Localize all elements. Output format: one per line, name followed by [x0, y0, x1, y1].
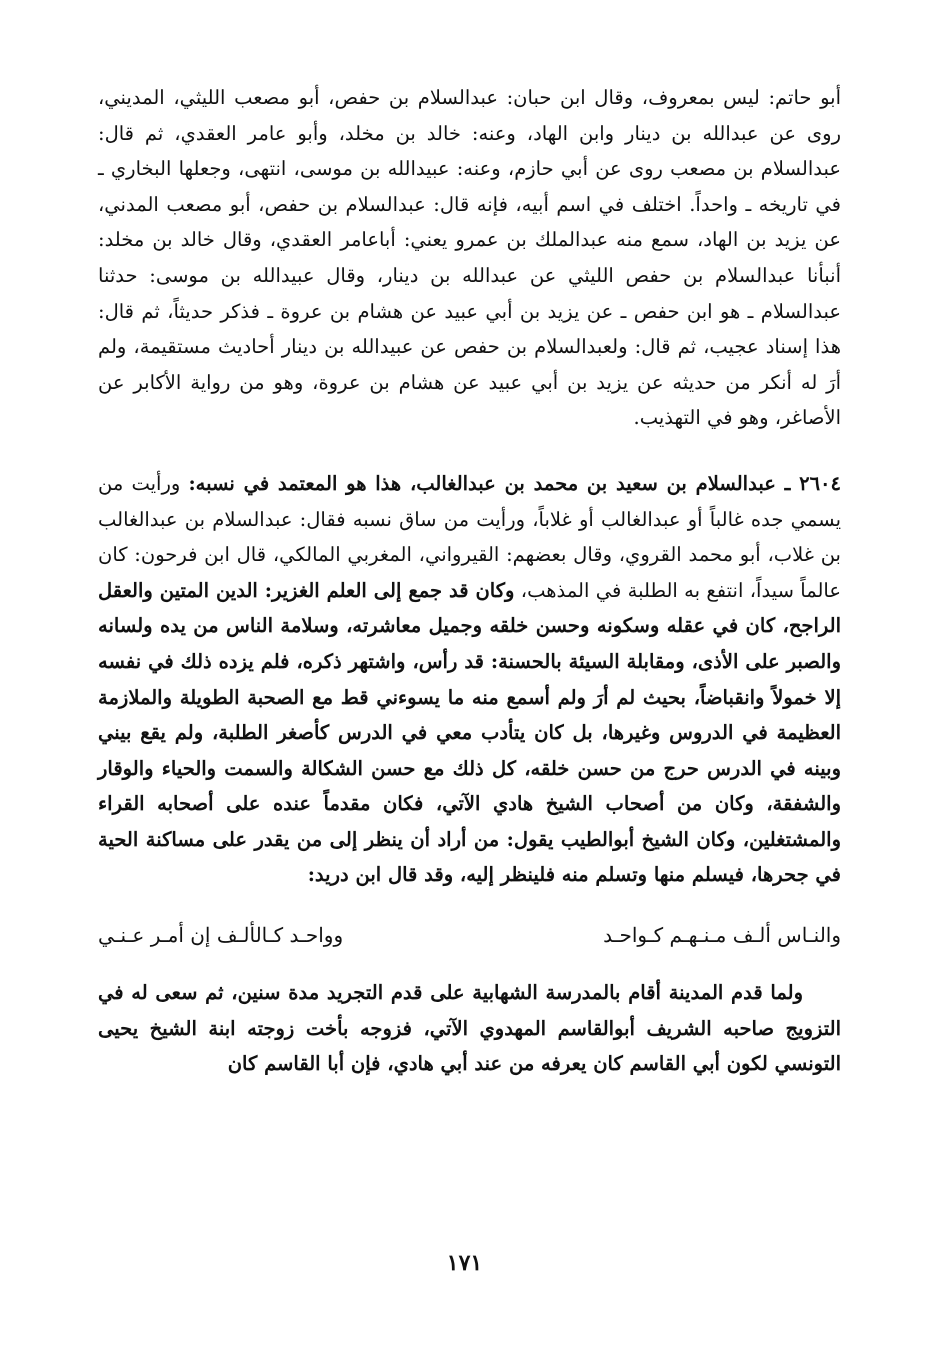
poem-second-hemistich: وواحـد كـالألـف إن أمـر عـنـي	[98, 923, 344, 948]
paragraph-final: ولما قدم المدينة أقام بالمدرسة الشهابية على قدم التجريد مدة سنين، ثم سعى له في التزويج صاحبه الشريف أبوالقاسم المهدوي الآتي، فزوجه بأخت زوجته ابنة الشيخ يحيى التونسي لكون أبي القاسم كان يعرفه من عند أبي هادي، فإن أبا القاسم كان	[98, 981, 841, 1076]
biography-entry-2604	[98, 466, 841, 893]
entry-heading: ٢٦٠٤ ـ عبدالسلام بن سعيد بن محمد بن عبدالغالب، هذا هو المعتمد في نسبه:	[188, 471, 841, 495]
entry-text: ورأيت من يسمي جده غالباً أو عبدالغالب أو غلاباً، ورأيت من ساق نسبه فقال: عبدالسلام بن عبدالغالب بن غلاب، أبو محمد القروي، وقال بعضهم: القيرواني، المغربي المالكي، قال ابن فرحون: كان عالماً سيداً، انتفع به الطلبة في المذهب،	[98, 471, 841, 602]
paragraph-gap	[98, 436, 841, 466]
paragraph-continuation: أبو حاتم: ليس بمعروف، وقال ابن حبان: عبدالسلام بن حفص، أبو مصعب الليثي، المديني، روى عن عبدالله بن دينار وابن الهاد، وعنه: خالد بن مخلد، وأبو عامر العقدي، ثم قال: عبدالسلام بن مصعب روى عن أبي حازم، وعنه: عبيدالله بن موسى، انتهى، وجعلها البخاري ـ في تاريخه ـ واحداً. اختلف في اسم أبيه، فإنه قال: عبدالسلام بن حفص، أبو مصعب المدني، عن يزيد بن الهاد، سمع منه عبدالملك بن عمرو يعني: أباعامر العقدي، وقال خالد بن مخلد: أنبأنا عبدالسلام بن حفص الليثي عن عبدالله بن دينار، وقال عبيدالله بن موسى: حدثنا عبدالسلام ـ هو ابن حفص ـ عن يزيد بن أبي عبيد عن هشام بن عروة ـ فذكر حديثاً، ثم قال: هذا إسناد عجيب، ثم قال: ولعبدالسلام بن حفص عن عبيدالله بن دينار أحاديث مستقيمة، ولم أرَ له أنكر من حديثه عن يزيد بن أبي عبيد عن هشام بن عروة، وهو من رواية الأكابر عن الأصاغر، وهو في التهذيب.	[98, 86, 841, 430]
page-number: ١٧١	[446, 1250, 483, 1276]
poem-first-hemistich: والنـاس ألـف مـنـهـم كـواحـد	[603, 923, 841, 948]
entry-text-bold: وكان قد جمع إلى العلم الغزير: الدين المتين والعقل الراجح، كان في عقله وسكونه وحسن خلقه وجميل معاشرته، وسلامة الناس من يده ولسانه والصبر على الأذى، ومقابلة السيئة بالحسنة: قد رأس، واشتهر ذكره، فلم يزده ذلك في نفسه إلا خمولاً وانقباضاً، بحيث لم أرَ ولم أسمع منه ما يسوءني قط مع الصحبة الطويلة والملازمة العظيمة في الدروس وغيرها، بل كان يتأدب معي في الدرس كأصغر الطلبة، ولم يقع بيني وبينه في الدرس حرج من حسن خلقه، كل ذلك مع حسن الشكالة والسمت والحياء والوقار والشفقة، وكان من أصحاب الشيخ هادي الآتي، فكان مقدماً عنده على أصحابه القراء والمشتغلين، وكان الشيخ أبوالطيب يقول: من أراد أن ينظر إلى من يقدر على مساكنة الحية في جحرها، فيسلم منها وتسلم منه فلينظر إليه، وقد قال ابن دريد:	[98, 578, 841, 887]
poem-verse	[98, 917, 841, 953]
